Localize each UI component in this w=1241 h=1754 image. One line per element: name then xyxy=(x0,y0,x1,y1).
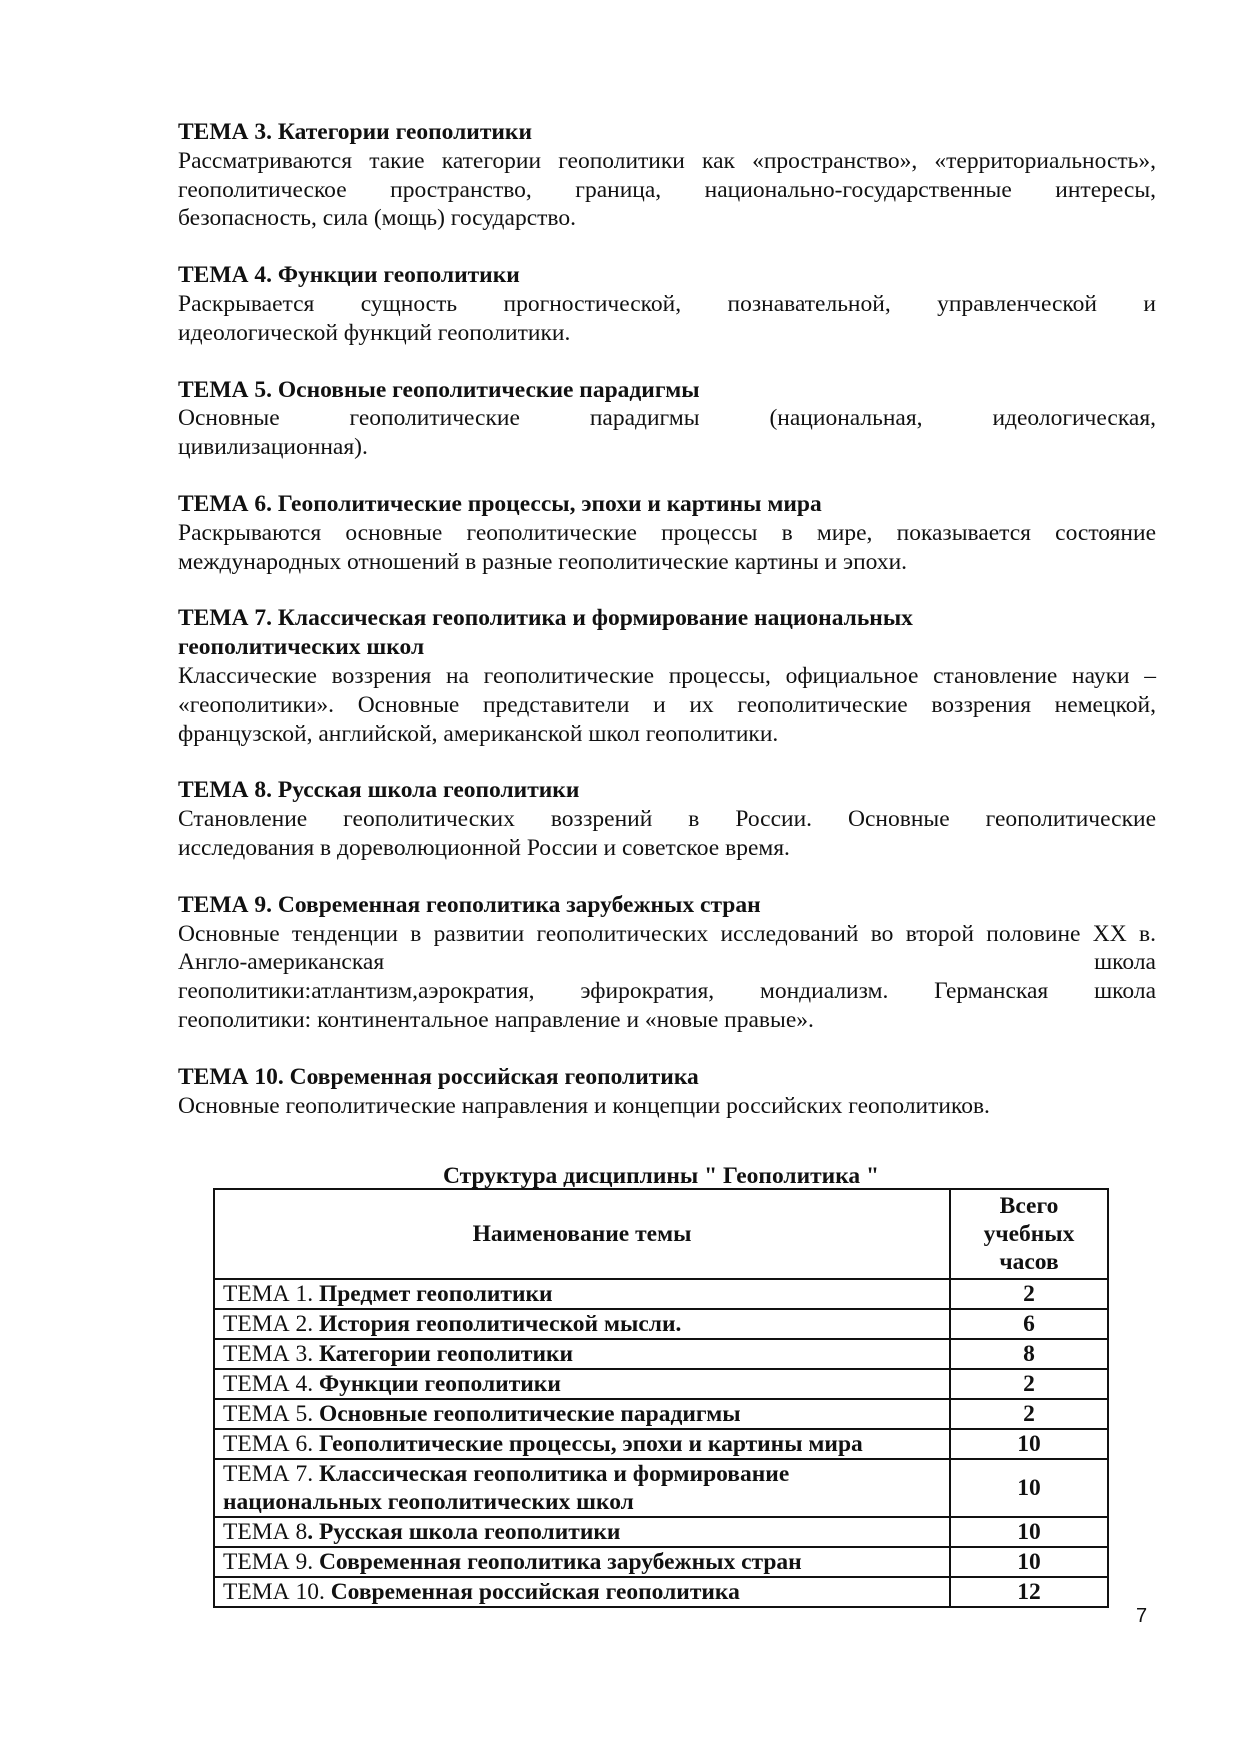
hours-cell: 10 xyxy=(950,1459,1108,1517)
section-text xyxy=(178,519,1156,577)
topic-cell xyxy=(214,1309,950,1339)
text-line: Становление геополитических воззрений в России. Основные геополитические xyxy=(178,806,1156,833)
column-header-topic-name: Наименование темы xyxy=(214,1189,950,1279)
hours-cell: 2 xyxy=(950,1279,1108,1309)
hours-cell: 10 xyxy=(950,1517,1108,1547)
topic-prefix: ТЕМА 8 xyxy=(223,1519,308,1545)
text-line: Основные геополитические парадигмы (национальная, идеологическая, xyxy=(178,405,1156,432)
section-topic-4 xyxy=(178,261,1156,347)
section-heading: ТЕМА 8. Русская школа геополитики xyxy=(178,777,580,804)
section-heading xyxy=(178,604,1156,662)
section-text xyxy=(178,404,1156,462)
topic-cell xyxy=(214,1547,950,1577)
topic-name: Основные геополитические парадигмы xyxy=(318,1401,741,1427)
topic-cell xyxy=(214,1279,950,1309)
text-line: Классические воззрения на геополитические процессы, официальное становление науки – xyxy=(178,662,1156,689)
topic-name: Современная геополитика зарубежных стран xyxy=(318,1549,802,1575)
section-topic-3 xyxy=(178,118,1156,233)
topic-name: Категории геополитики xyxy=(318,1341,574,1367)
topic-prefix: ТЕМА 1. xyxy=(223,1281,319,1307)
topic-cell xyxy=(214,1369,950,1399)
text-line: Англо-американская школа xyxy=(178,949,1156,976)
section-topic-7 xyxy=(178,604,1156,748)
section-heading: ТЕМА 5. Основные геополитические парадигмы xyxy=(178,376,700,403)
topic-cell xyxy=(214,1339,950,1369)
table-row xyxy=(214,1517,1108,1547)
table-row xyxy=(214,1429,1108,1459)
text-line: Основные геополитические направления и концепции российских геополитиков. xyxy=(178,1092,990,1119)
topic-name: Функции геополитики xyxy=(318,1371,561,1397)
topic-cell xyxy=(214,1399,950,1429)
section-heading: ТЕМА 9. Современная геополитика зарубежных стран xyxy=(178,891,761,918)
table-title: Структура дисциплины " Геополитика " xyxy=(442,1163,880,1189)
text-line: Раскрывается сущность прогностической, познавательной, управленческой и xyxy=(178,290,1156,317)
text-line: исследования в дореволюционной России и советское время. xyxy=(178,834,790,861)
topic-prefix: ТЕМА 6. xyxy=(223,1431,319,1457)
topic-prefix: ТЕМА 7. xyxy=(223,1461,319,1487)
topic-prefix: ТЕМА 9. xyxy=(223,1549,319,1575)
text-line: международных отношений в разные геополитические картины и эпохи. xyxy=(178,548,908,575)
topic-cell xyxy=(214,1577,950,1607)
table-row xyxy=(214,1339,1108,1369)
table-row xyxy=(214,1577,1108,1607)
section-heading: ТЕМА 4. Функции геополитики xyxy=(178,262,520,289)
section-text xyxy=(178,1092,1156,1121)
section-topic-9 xyxy=(178,891,1156,1035)
document-body xyxy=(178,118,1156,1148)
table-row xyxy=(214,1279,1108,1309)
topic-prefix: ТЕМА 5. xyxy=(223,1401,319,1427)
topic-cell xyxy=(214,1459,950,1517)
section-heading: ТЕМА 6. Геополитические процессы, эпохи и картины мира xyxy=(178,490,822,517)
section-text xyxy=(178,662,1156,748)
topic-name-line: Классическая геополитика и формирование xyxy=(318,1461,790,1487)
discipline-structure-table xyxy=(213,1188,1109,1608)
topic-name: Предмет геополитики xyxy=(318,1281,553,1307)
table-row xyxy=(214,1459,1108,1517)
heading-line: ТЕМА 7. Классическая геополитика и формирование национальных xyxy=(178,605,913,632)
table-row xyxy=(214,1547,1108,1577)
hours-cell: 10 xyxy=(950,1429,1108,1459)
hours-cell: 10 xyxy=(950,1547,1108,1577)
hours-cell: 2 xyxy=(950,1399,1108,1429)
section-text xyxy=(178,147,1156,233)
text-line: Рассматриваются такие категории геополитики как «пространство», «территориальность», xyxy=(178,147,1156,174)
topic-cell xyxy=(214,1517,950,1547)
table-row xyxy=(214,1309,1108,1339)
table-row xyxy=(214,1399,1108,1429)
header-line: учебных xyxy=(983,1221,1075,1247)
section-heading: ТЕМА 10. Современная российская геополитика xyxy=(178,1063,699,1090)
text-line: французской, английской, американской школ геополитики. xyxy=(178,720,779,747)
section-heading: ТЕМА 3. Категории геополитики xyxy=(178,119,532,145)
text-line: геополитики: континентальное направление и «новые правые». xyxy=(178,1006,814,1033)
hours-cell: 8 xyxy=(950,1339,1108,1369)
page-number: 7 xyxy=(1136,1605,1148,1627)
header-line: часов xyxy=(999,1249,1059,1275)
topic-name: Современная российская геополитика xyxy=(330,1579,740,1605)
heading-line: геополитических школ xyxy=(178,634,425,661)
section-text xyxy=(178,920,1156,1035)
topic-prefix: ТЕМА 4. xyxy=(223,1371,319,1397)
topic-name: История геополитической мысли. xyxy=(318,1311,682,1337)
topic-prefix: ТЕМА 3. xyxy=(223,1341,319,1367)
section-text xyxy=(178,805,1156,863)
section-topic-10 xyxy=(178,1063,1156,1121)
hours-cell: 12 xyxy=(950,1577,1108,1607)
table-header-row xyxy=(214,1189,1108,1279)
topic-name: Геополитические процессы, эпохи и картины мира xyxy=(318,1431,863,1457)
column-header-total-hours xyxy=(950,1189,1108,1279)
text-line: «геополитики». Основные представители и их геополитические воззрения немецкой, xyxy=(178,691,1156,718)
topic-cell xyxy=(214,1429,950,1459)
topic-prefix: ТЕМА 10. xyxy=(223,1579,331,1605)
section-text xyxy=(178,290,1156,348)
section-topic-5 xyxy=(178,376,1156,462)
text-line: идеологической функций геополитики. xyxy=(178,319,571,346)
table-row xyxy=(214,1369,1108,1399)
text-line: цивилизационная). xyxy=(178,434,368,461)
topic-name: . Русская школа геополитики xyxy=(307,1519,621,1545)
hours-cell: 2 xyxy=(950,1369,1108,1399)
text-line: геополитическое пространство, граница, национально-государственные интересы, xyxy=(178,176,1156,203)
text-line: безопасность, сила (мощь) государство. xyxy=(178,205,576,232)
topic-prefix: ТЕМА 2. xyxy=(223,1311,319,1337)
text-line: геополитики:атлантизм,аэрократия, эфирократия, мондиализм. Германская школа xyxy=(178,978,1156,1005)
topic-name-line: национальных геополитических школ xyxy=(223,1489,634,1515)
hours-cell: 6 xyxy=(950,1309,1108,1339)
header-line: Всего xyxy=(999,1193,1059,1219)
text-line: Раскрываются основные геополитические процессы в мире, показывается состояние xyxy=(178,519,1156,546)
section-topic-6 xyxy=(178,490,1156,576)
section-topic-8 xyxy=(178,776,1156,862)
text-line: Основные тенденции в развитии геополитических исследований во второй половине XX в. xyxy=(178,920,1156,947)
